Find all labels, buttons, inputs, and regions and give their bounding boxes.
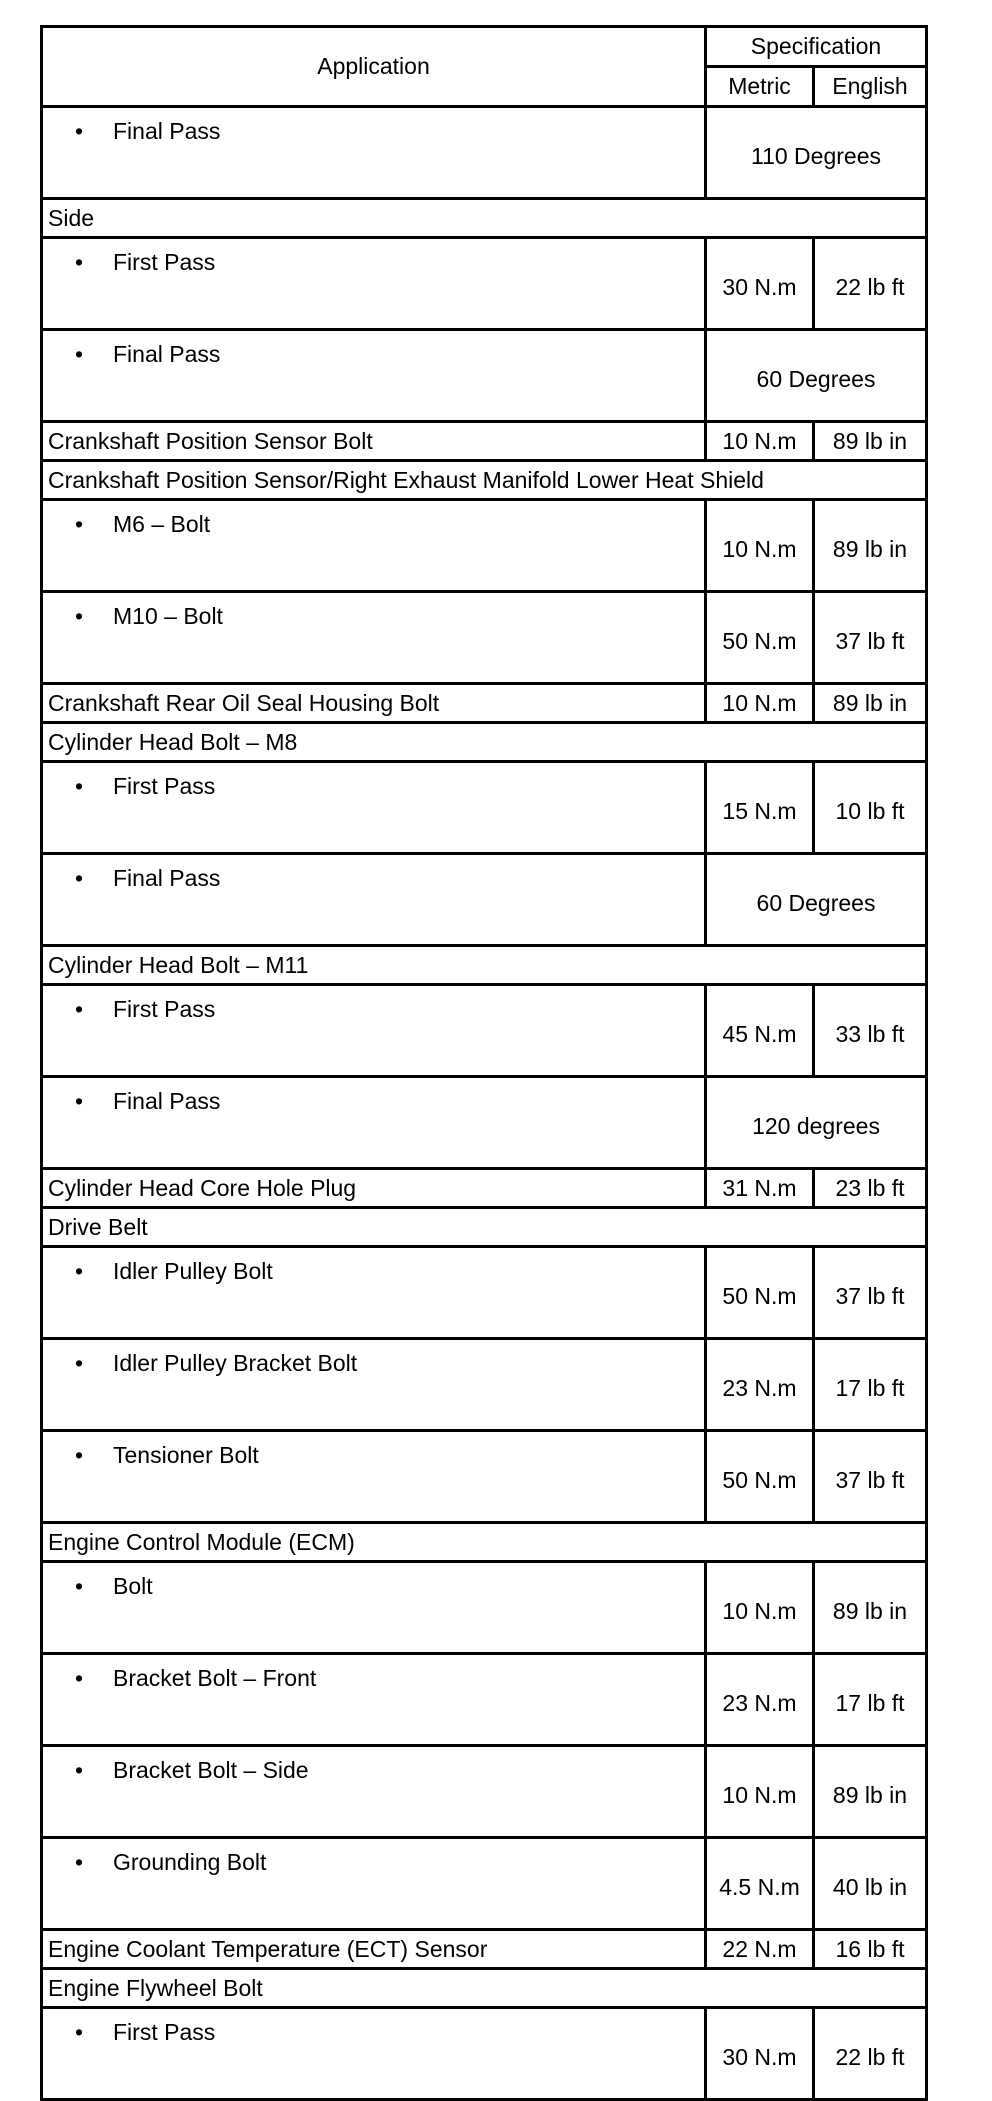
combined-spec-cell: 120 degrees (706, 1077, 927, 1169)
english-cell: 17 lb ft (814, 1654, 927, 1746)
metric-cell: 50 N.m (706, 592, 814, 684)
metric-cell: 31 N.m (706, 1169, 814, 1208)
item-label: M6 – Bolt (113, 511, 211, 537)
bullet-icon: • (74, 1849, 84, 1875)
application-cell: Cylinder Head Core Hole Plug (42, 1169, 706, 1208)
table-row (42, 1208, 927, 1247)
table-row (42, 762, 927, 854)
metric-cell: 23 N.m (706, 1339, 814, 1431)
bullet-icon: • (74, 511, 84, 537)
application-cell (42, 238, 706, 330)
english-cell: 22 lb ft (814, 238, 927, 330)
english-cell: 10 lb ft (814, 762, 927, 854)
group-heading: Cylinder Head Bolt – M8 (42, 723, 927, 762)
metric-cell: 10 N.m (706, 1746, 814, 1838)
torque-spec-table (40, 25, 928, 2101)
item-label: First Pass (113, 996, 216, 1022)
table-row (42, 723, 927, 762)
english-cell: 89 lb in (814, 500, 927, 592)
group-heading: Side (42, 199, 927, 238)
application-cell (42, 985, 706, 1077)
group-heading: Crankshaft Position Sensor/Right Exhaust Manifold Lower Heat Shield (42, 461, 927, 500)
bullet-icon: • (74, 2019, 84, 2045)
table-row (42, 684, 927, 723)
bullet-icon: • (74, 996, 84, 1022)
table-row (42, 1746, 927, 1838)
item-label: M10 – Bolt (113, 603, 223, 629)
table-body (42, 107, 927, 2100)
table-row (42, 854, 927, 946)
table-row (42, 1930, 927, 1969)
item-label: First Pass (113, 773, 216, 799)
bullet-icon: • (74, 603, 84, 629)
bullet-icon: • (74, 341, 84, 367)
item-label: First Pass (113, 2019, 216, 2045)
item-label: Final Pass (113, 1088, 221, 1114)
table-row (42, 422, 927, 461)
table-row (42, 1431, 927, 1523)
table-row (42, 2008, 927, 2100)
application-cell (42, 500, 706, 592)
item-label: Idler Pulley Bracket Bolt (113, 1350, 358, 1376)
table-row (42, 1838, 927, 1930)
english-cell: 37 lb ft (814, 592, 927, 684)
table-row (42, 238, 927, 330)
application-cell (42, 592, 706, 684)
english-cell: 23 lb ft (814, 1169, 927, 1208)
combined-spec-cell: 60 Degrees (706, 330, 927, 422)
item-label: Final Pass (113, 118, 221, 144)
metric-cell: 50 N.m (706, 1431, 814, 1523)
application-cell (42, 1077, 706, 1169)
bullet-icon: • (74, 249, 84, 275)
item-label: First Pass (113, 249, 216, 275)
metric-cell: 50 N.m (706, 1247, 814, 1339)
application-cell (42, 762, 706, 854)
table-row (42, 199, 927, 238)
combined-spec-cell: 110 Degrees (706, 107, 927, 199)
metric-cell: 15 N.m (706, 762, 814, 854)
application-cell (42, 1431, 706, 1523)
english-cell: 22 lb ft (814, 2008, 927, 2100)
application-cell (42, 1562, 706, 1654)
metric-cell: 10 N.m (706, 684, 814, 723)
metric-cell: 45 N.m (706, 985, 814, 1077)
application-cell (42, 107, 706, 199)
english-cell: 33 lb ft (814, 985, 927, 1077)
item-label: Final Pass (113, 865, 221, 891)
application-cell (42, 330, 706, 422)
application-cell (42, 854, 706, 946)
application-cell (42, 2008, 706, 2100)
item-label: Bolt (113, 1573, 153, 1599)
item-label: Tensioner Bolt (113, 1442, 259, 1468)
item-label: Final Pass (113, 341, 221, 367)
english-cell: 89 lb in (814, 1746, 927, 1838)
table-row (42, 946, 927, 985)
table-row (42, 592, 927, 684)
application-cell: Crankshaft Position Sensor Bolt (42, 422, 706, 461)
bullet-icon: • (74, 1350, 84, 1376)
application-cell (42, 1339, 706, 1431)
table-row (42, 1969, 927, 2008)
bullet-icon: • (74, 118, 84, 144)
table-row (42, 1247, 927, 1339)
application-cell (42, 1247, 706, 1339)
application-header: Application (42, 27, 706, 107)
english-cell: 17 lb ft (814, 1339, 927, 1431)
table-row (42, 1654, 927, 1746)
metric-cell: 10 N.m (706, 1562, 814, 1654)
application-cell (42, 1838, 706, 1930)
english-cell: 89 lb in (814, 684, 927, 723)
bullet-icon: • (74, 1442, 84, 1468)
bullet-icon: • (74, 1088, 84, 1114)
item-label: Grounding Bolt (113, 1849, 267, 1875)
bullet-icon: • (74, 773, 84, 799)
table-row (42, 1077, 927, 1169)
metric-cell: 10 N.m (706, 500, 814, 592)
table-row (42, 330, 927, 422)
item-label: Bracket Bolt – Front (113, 1665, 317, 1691)
group-heading: Drive Belt (42, 1208, 927, 1247)
application-cell (42, 1654, 706, 1746)
table-row (42, 1562, 927, 1654)
group-heading: Engine Flywheel Bolt (42, 1969, 927, 2008)
english-cell: 89 lb in (814, 1562, 927, 1654)
bullet-icon: • (74, 1757, 84, 1783)
metric-cell: 30 N.m (706, 238, 814, 330)
metric-cell: 4.5 N.m (706, 1838, 814, 1930)
item-label: Idler Pulley Bolt (113, 1258, 273, 1284)
table-row (42, 985, 927, 1077)
metric-cell: 23 N.m (706, 1654, 814, 1746)
bullet-icon: • (74, 1665, 84, 1691)
table-row (42, 1339, 927, 1431)
bullet-icon: • (74, 865, 84, 891)
bullet-icon: • (74, 1573, 84, 1599)
specification-header: Specification (706, 27, 927, 67)
item-label: Bracket Bolt – Side (113, 1757, 309, 1783)
english-cell: 37 lb ft (814, 1247, 927, 1339)
bullet-icon: • (74, 1258, 84, 1284)
application-cell: Engine Coolant Temperature (ECT) Sensor (42, 1930, 706, 1969)
metric-cell: 10 N.m (706, 422, 814, 461)
english-cell: 40 lb in (814, 1838, 927, 1930)
table-row (42, 1523, 927, 1562)
english-cell: 37 lb ft (814, 1431, 927, 1523)
application-cell: Crankshaft Rear Oil Seal Housing Bolt (42, 684, 706, 723)
group-heading: Engine Control Module (ECM) (42, 1523, 927, 1562)
table-row (42, 107, 927, 199)
metric-cell: 30 N.m (706, 2008, 814, 2100)
english-cell: 89 lb in (814, 422, 927, 461)
english-header: English (814, 67, 927, 107)
table-row (42, 1169, 927, 1208)
application-cell (42, 1746, 706, 1838)
english-cell: 16 lb ft (814, 1930, 927, 1969)
metric-header: Metric (706, 67, 814, 107)
metric-cell: 22 N.m (706, 1930, 814, 1969)
table-row (42, 500, 927, 592)
combined-spec-cell: 60 Degrees (706, 854, 927, 946)
table-row (42, 461, 927, 500)
group-heading: Cylinder Head Bolt – M11 (42, 946, 927, 985)
